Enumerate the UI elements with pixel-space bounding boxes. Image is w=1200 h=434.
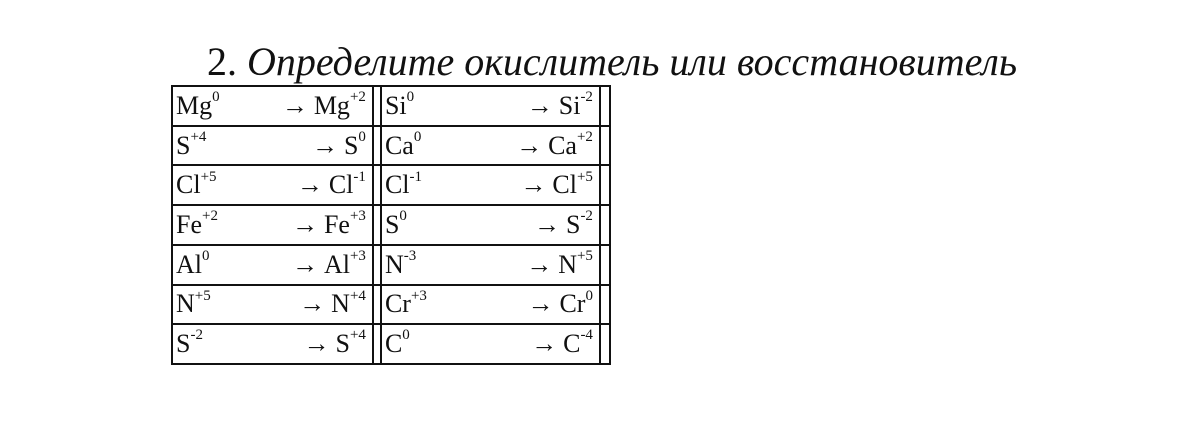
transition <box>385 210 595 240</box>
from-species <box>176 289 211 319</box>
table-row <box>172 86 610 126</box>
to-oxidation-state: +3 <box>349 248 366 264</box>
arrow-icon: → <box>526 90 553 120</box>
task-number: 2. <box>207 39 237 84</box>
from-element: Mg <box>176 90 213 120</box>
to-element: S <box>335 329 350 359</box>
arrow-icon: → <box>533 209 560 239</box>
to-species <box>292 250 368 280</box>
from-element: Cl <box>176 170 201 200</box>
from-species <box>176 91 220 121</box>
from-species <box>385 250 416 280</box>
table-row <box>172 245 610 285</box>
transition <box>384 128 595 161</box>
transition-cell-right <box>381 126 600 166</box>
arrow-icon: → <box>311 130 338 160</box>
to-oxidation-state: +5 <box>576 168 593 185</box>
table-row <box>172 324 610 364</box>
to-species <box>282 91 368 121</box>
to-oxidation-state: +5 <box>576 248 593 264</box>
to-element: C <box>563 329 581 359</box>
to-element: Ca <box>548 130 577 160</box>
to-oxidation-state: -1 <box>353 168 366 185</box>
transition <box>176 250 368 280</box>
from-element: Cl <box>384 170 410 200</box>
from-element: Cr <box>384 289 411 319</box>
transition-cell-left <box>172 205 373 245</box>
to-species <box>292 210 368 240</box>
transition <box>176 210 368 240</box>
transition <box>385 91 595 121</box>
task-text: Определите окислитель или восстановитель <box>247 39 1018 84</box>
table-edge <box>600 285 610 325</box>
from-oxidation-state: 0 <box>212 89 220 106</box>
from-element: S <box>384 209 400 239</box>
arrow-icon: → <box>291 209 318 239</box>
from-species <box>176 170 217 200</box>
to-species <box>303 329 367 359</box>
transition-cell-right <box>381 86 600 126</box>
to-element: Mg <box>313 90 350 120</box>
to-oxidation-state: +2 <box>576 128 593 145</box>
to-species <box>526 250 595 280</box>
to-element: S <box>343 130 359 160</box>
arrow-icon: → <box>296 170 323 200</box>
table-edge <box>600 324 610 364</box>
to-oxidation-state: -2 <box>580 208 593 225</box>
from-element: Fe <box>176 209 202 239</box>
table-edge <box>600 245 610 285</box>
transition-cell-left <box>172 245 373 285</box>
from-element: Si <box>384 90 407 120</box>
column-divider <box>373 126 381 166</box>
transition <box>385 170 595 200</box>
to-element: S <box>565 209 581 239</box>
transition <box>176 91 368 121</box>
transition <box>176 170 368 200</box>
table-edge <box>600 165 610 205</box>
arrow-icon: → <box>291 249 318 279</box>
from-element: N <box>176 289 195 319</box>
from-species <box>385 289 427 319</box>
to-species <box>297 170 368 200</box>
transition-cell-right <box>381 165 600 205</box>
transition <box>176 128 368 161</box>
table-row <box>172 285 610 325</box>
from-oxidation-state: +5 <box>200 168 217 185</box>
table-row <box>172 126 610 166</box>
column-divider <box>373 86 381 126</box>
column-divider <box>373 285 381 325</box>
from-oxidation-state: 0 <box>413 128 422 145</box>
to-oxidation-state: -4 <box>580 327 593 344</box>
transition-cell-left <box>172 126 373 166</box>
to-element: N <box>558 249 577 279</box>
transition-cell-left <box>172 285 373 325</box>
transition-cell-right <box>381 285 600 325</box>
transition-cell-left <box>172 165 373 205</box>
column-divider <box>373 165 381 205</box>
transition-cell-right <box>381 324 600 364</box>
arrow-icon: → <box>516 130 543 160</box>
to-element: Fe <box>323 209 350 239</box>
to-element: Cr <box>559 289 586 319</box>
from-species <box>385 329 410 359</box>
from-oxidation-state: 0 <box>406 89 415 106</box>
redox-table-body <box>172 86 610 364</box>
table-edge <box>600 86 610 126</box>
from-species <box>385 170 422 200</box>
to-species <box>531 329 595 359</box>
table-row <box>172 165 610 205</box>
arrow-icon: → <box>526 249 553 279</box>
to-species <box>527 289 595 319</box>
from-element: Ca <box>384 130 414 160</box>
from-species <box>384 128 422 161</box>
arrow-icon: → <box>531 329 558 359</box>
to-element: Al <box>323 249 350 279</box>
from-oxidation-state: 0 <box>202 248 210 264</box>
to-oxidation-state: +4 <box>349 327 366 344</box>
redox-table <box>171 85 611 365</box>
to-element: Si <box>558 90 581 120</box>
arrow-icon: → <box>299 289 326 319</box>
transition <box>385 289 595 319</box>
arrow-icon: → <box>520 170 547 200</box>
to-species <box>527 91 595 121</box>
from-species <box>176 128 207 161</box>
from-species <box>176 250 210 280</box>
arrow-icon: → <box>527 289 554 319</box>
from-oxidation-state: 0 <box>402 327 410 344</box>
transition-cell-left <box>172 324 373 364</box>
arrow-icon: → <box>281 90 308 120</box>
column-divider <box>373 245 381 285</box>
from-oxidation-state: +4 <box>190 128 207 145</box>
to-oxidation-state: 0 <box>358 128 366 145</box>
from-species <box>385 210 407 240</box>
from-oxidation-state: +2 <box>202 208 218 225</box>
to-oxidation-state: +4 <box>349 287 366 304</box>
to-element: Cl <box>552 170 577 200</box>
to-species <box>534 210 595 240</box>
transition <box>385 329 595 359</box>
from-oxidation-state: 0 <box>399 208 407 225</box>
column-divider <box>373 205 381 245</box>
from-species <box>176 329 203 359</box>
table-edge <box>600 205 610 245</box>
from-element: N <box>384 249 404 279</box>
arrow-icon: → <box>303 329 330 359</box>
to-element: N <box>331 289 350 319</box>
to-oxidation-state: +3 <box>349 208 366 225</box>
to-species <box>311 128 368 161</box>
to-species <box>299 289 368 319</box>
transition-cell-right <box>381 245 600 285</box>
transition <box>385 250 595 280</box>
from-element: Al <box>176 249 202 279</box>
column-divider <box>373 324 381 364</box>
from-element: C <box>384 329 403 359</box>
table-edge <box>600 126 610 166</box>
from-oxidation-state: -2 <box>190 327 203 344</box>
from-species <box>176 210 218 240</box>
to-oxidation-state: +2 <box>349 89 366 106</box>
from-species <box>385 91 414 121</box>
to-species <box>520 170 595 200</box>
transition <box>176 289 368 319</box>
page-title <box>207 38 1017 86</box>
from-oxidation-state: +3 <box>410 287 427 304</box>
from-oxidation-state: +5 <box>194 287 211 304</box>
to-element: Cl <box>328 170 354 200</box>
from-oxidation-state: -3 <box>403 248 417 264</box>
from-element: S <box>176 130 191 160</box>
to-oxidation-state: -2 <box>580 89 593 106</box>
to-oxidation-state: 0 <box>585 287 593 304</box>
to-species <box>516 128 595 161</box>
transition-cell-left <box>172 86 373 126</box>
from-oxidation-state: -1 <box>409 168 423 185</box>
transition <box>176 329 368 359</box>
table-row <box>172 205 610 245</box>
transition-cell-right <box>381 205 600 245</box>
from-element: S <box>176 329 191 359</box>
